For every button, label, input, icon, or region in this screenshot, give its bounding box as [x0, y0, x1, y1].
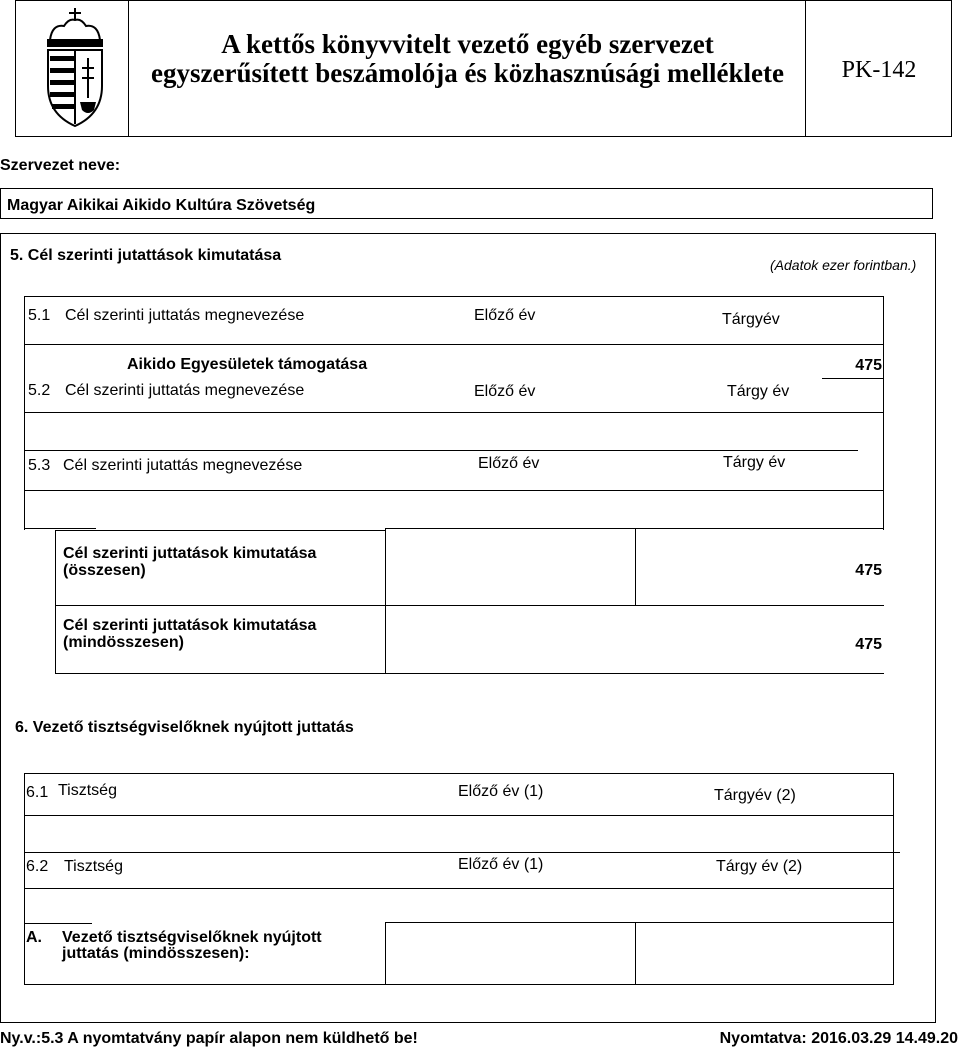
- form-title-line2: egyszerűsített beszámolója és közhasznúsági melléklete: [151, 58, 784, 88]
- rule: [883, 296, 884, 413]
- rule: [55, 530, 385, 531]
- block-5-3-label: Cél szerinti jutattás megnevezése: [63, 457, 303, 474]
- rule: [893, 773, 894, 984]
- block-5-1-item-curr: 475: [855, 357, 882, 374]
- grand-total-curr: 475: [855, 636, 882, 653]
- rule: [385, 922, 894, 923]
- rule: [55, 673, 884, 674]
- block-5-3-curr-header: Tárgy év: [723, 454, 786, 471]
- section6-total-label-line2: juttatás (mindösszesen):: [62, 945, 250, 962]
- block-6-2-label: Tisztség: [64, 858, 123, 875]
- rule: [24, 528, 96, 529]
- block-6-2-num: 6.2: [26, 858, 49, 875]
- block-6-1-prev-header: Előző év (1): [458, 783, 544, 800]
- block-5-2-prev-header: Előző év: [474, 383, 536, 400]
- rule: [24, 984, 894, 985]
- rule: [635, 528, 636, 606]
- rule: [385, 528, 386, 673]
- block-5-1-prev-header: Előző év: [474, 307, 536, 324]
- rule: [635, 922, 636, 984]
- rule: [822, 378, 884, 379]
- rule: [24, 296, 25, 413]
- org-name-value: Magyar Aikikai Aikido Kultúra Szövetség: [7, 197, 316, 214]
- org-name-label: Szervezet neve:: [0, 157, 121, 174]
- grand-total-label-line1: Cél szerinti juttatások kimutatása: [63, 617, 317, 634]
- total-label-line1: Cél szerinti juttatások kimutatása: [63, 545, 317, 562]
- block-6-1-label: Tisztség: [58, 782, 117, 799]
- header-divider-1: [128, 0, 129, 137]
- rule: [55, 530, 56, 673]
- grand-total-label-line2: (mindösszesen): [63, 634, 184, 651]
- rule: [24, 888, 894, 889]
- section6-title: 6. Vezető tisztségviselőknek nyújtott juttatás: [15, 719, 354, 736]
- rule: [24, 773, 25, 984]
- print-timestamp: Nyomtatva: 2016.03.29 14.49.20: [719, 1030, 958, 1047]
- block-5-2-num: 5.2: [28, 382, 51, 399]
- form-title-line1: A kettős könyvvitelt vezető egyéb szervezet: [221, 29, 714, 59]
- rule: [55, 605, 884, 606]
- hungarian-coat-of-arms-icon: [36, 6, 114, 130]
- footer-note: Ny.v.:5.3 A nyomtatvány papír alapon nem küldhető be!: [0, 1030, 418, 1047]
- section6-total-label-line1: Vezető tisztségviselőknek nyújtott: [62, 929, 322, 946]
- total-curr: 475: [855, 562, 882, 579]
- rule: [24, 344, 884, 345]
- block-5-1-num: 5.1: [28, 307, 51, 324]
- rule: [24, 923, 92, 924]
- rule: [24, 296, 884, 297]
- rule: [24, 412, 25, 450]
- section5-title: 5. Cél szerinti jutattások kimutatása: [10, 247, 282, 264]
- rule: [24, 773, 894, 774]
- block-5-2-curr-header: Tárgy év: [727, 383, 790, 400]
- rule: [24, 412, 884, 413]
- block-5-3-prev-header: Előző év: [478, 455, 540, 472]
- block-5-2-label: Cél szerinti juttatás megnevezése: [65, 382, 305, 399]
- block-6-2-curr-header: Tárgy év (2): [716, 858, 803, 875]
- block-5-1-curr-header: Tárgyév: [722, 311, 780, 328]
- block-5-3-num: 5.3: [28, 457, 51, 474]
- block-6-1-num: 6.1: [26, 784, 49, 801]
- block-6-1-curr-header: Tárgyév (2): [714, 787, 796, 804]
- rule: [24, 852, 900, 853]
- block-5-1-item-name: Aikido Egyesületek támogatása: [127, 356, 368, 373]
- rule: [883, 412, 884, 450]
- unit-note: (Adatok ezer forintban.): [770, 257, 917, 273]
- rule: [24, 490, 884, 491]
- rule: [24, 815, 894, 816]
- section6-total-num: A.: [26, 929, 42, 946]
- block-5-1-label: Cél szerinti juttatás megnevezése: [65, 307, 305, 324]
- form-code: PK-142: [841, 57, 917, 83]
- block-6-2-prev-header: Előző év (1): [458, 856, 544, 873]
- rule: [385, 922, 386, 984]
- rule: [24, 450, 858, 451]
- total-label-line2: (összesen): [63, 562, 146, 579]
